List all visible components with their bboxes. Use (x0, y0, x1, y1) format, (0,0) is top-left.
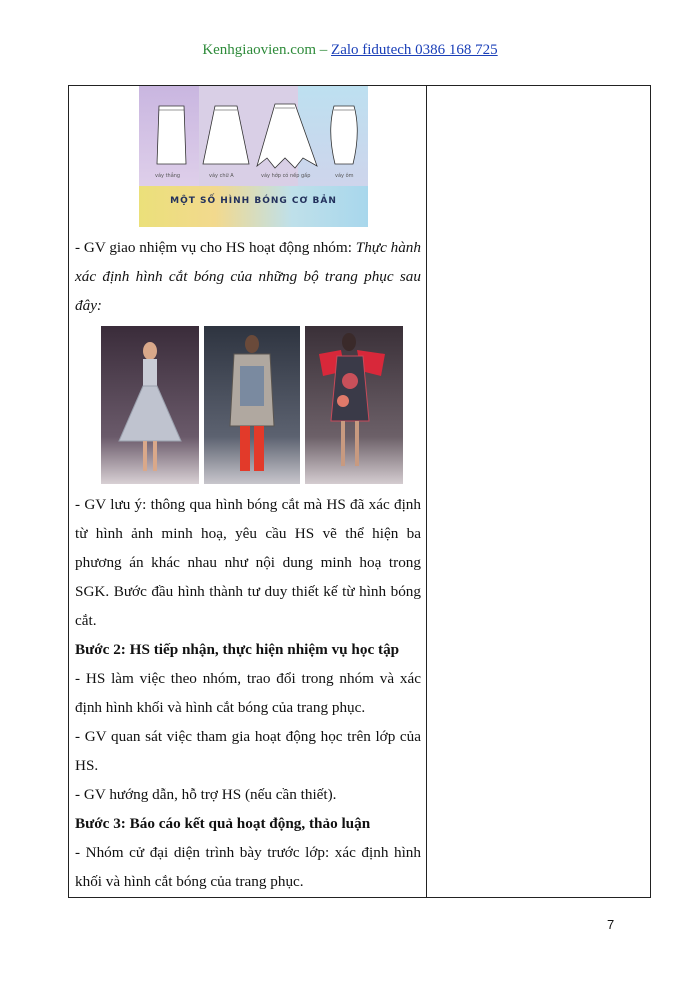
fitted-skirt-shape (331, 106, 358, 164)
runway-photo-3 (305, 326, 403, 484)
silhouette-figure (139, 86, 368, 227)
page-number: 7 (607, 917, 615, 932)
zalo-link[interactable]: Zalo fidutech 0386 168 725 (331, 42, 498, 58)
runway-photo-2 (204, 326, 300, 484)
note-paragraph: - GV lưu ý: thông qua hình bóng cắt mà HS đã xác định từ hình ảnh minh hoạ, yêu cầu HS vẽ thể hiện ba phương án khác nhau như nội dung minh hoạ trong SGK. Bước đầu hình thành tư duy thiết kế từ hình bóng cắt. (75, 496, 421, 629)
skirt-label: váy thẳng (155, 173, 181, 179)
step-3-item: - Nhóm cử đại diện trình bày trước lớp: xác định hình khối và hình cắt bóng của trang phục. (75, 844, 421, 890)
site-link[interactable]: Kenhgiaovien.com (202, 42, 317, 58)
straight-skirt-shape (157, 106, 186, 164)
a-line-skirt-shape (203, 106, 249, 164)
pleated-skirt-shape (257, 104, 317, 168)
step-2-item: - HS làm việc theo nhóm, trao đổi trong nhóm và xác định hình khối và hình cắt bóng của trang phục. (75, 670, 421, 716)
runway-photo-1 (101, 326, 199, 484)
skirt-label: váy hớp có nếp gấp (261, 173, 311, 179)
page-header (0, 42, 700, 59)
skirt-label: váy ôm (335, 173, 354, 179)
runway-photos (101, 326, 403, 484)
skirt-label: váy chữ A (209, 173, 234, 179)
header-separator: – (316, 42, 332, 58)
step-2-item: - GV quan sát việc tham gia hoạt động học trên lớp của HS. (75, 728, 421, 774)
step-2-heading: Bước 2: HS tiếp nhận, thực hiện nhiệm vụ học tập (75, 641, 400, 658)
step-2-item: - GV hướng dẫn, hỗ trợ HS (nếu cần thiết). (75, 786, 337, 803)
figure-caption: MỘT SỐ HÌNH BÓNG CƠ BẢN (170, 196, 337, 206)
task-paragraph: - GV giao nhiệm vụ cho HS hoạt động nhóm: Thực hành xác định hình cắt bóng của những bộ trang phục sau đây: (75, 239, 421, 314)
lesson-table (68, 85, 651, 898)
step-3-heading: Bước 3: Báo cáo kết quả hoạt động, thảo luận (75, 815, 371, 832)
column-divider (426, 86, 427, 897)
